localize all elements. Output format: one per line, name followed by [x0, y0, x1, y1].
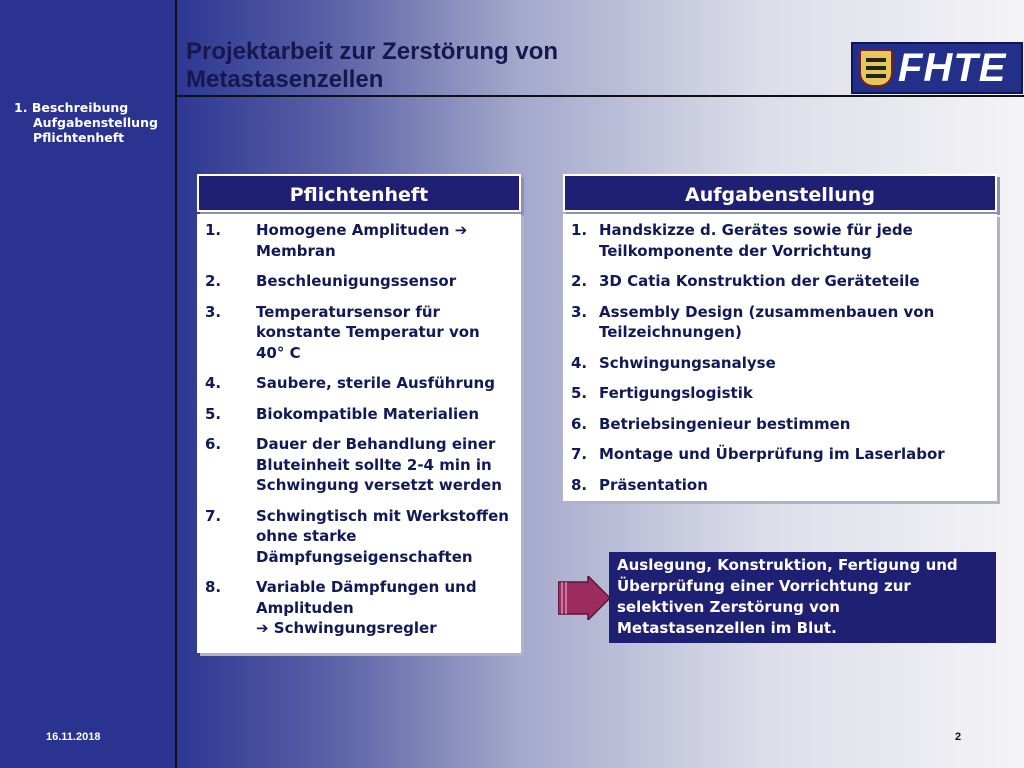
nav-item-beschreibung[interactable] [14, 100, 158, 115]
section-nav [14, 100, 158, 145]
item-number: 7. [205, 506, 222, 525]
item-text: Assembly Design (zusammenbauen von Teilzeichnungen) [599, 302, 935, 341]
item-text: Montage und Überprüfung im Laserlabor [599, 445, 945, 463]
pflichtenheft-list [197, 214, 521, 653]
item-text: Fertigungslogistik [599, 384, 753, 402]
item-number: 8. [205, 578, 222, 596]
nav-label-beschreibung: Beschreibung [31, 100, 129, 115]
item-text: Homogene Amplituden ➔ Membran [256, 221, 468, 260]
coat-of-arms-icon [859, 49, 893, 87]
item-number: 2. [205, 272, 222, 290]
list-item [205, 506, 513, 568]
page-title [186, 38, 558, 94]
logo-text: FHTE [898, 46, 1007, 90]
vertical-divider [175, 0, 177, 768]
nav-item-pflichtenheft[interactable]: Pflichtenheft [33, 130, 125, 145]
item-text: 3D Catia Konstruktion der Geräteteile [599, 272, 920, 290]
pflichtenheft-title: Pflichtenheft [197, 174, 521, 212]
pflichtenheft-panel [197, 174, 521, 653]
list-item [571, 271, 991, 292]
item-text: Handskizze d. Gerätes sowie für jede Teilkomponente der Vorrichtung [599, 221, 913, 260]
item-text: Schwingtisch mit Werkstoffen ohne starke Dämpfungseigenschaften [256, 506, 509, 566]
title-line-2: Metastasenzellen [186, 66, 384, 93]
list-item [571, 383, 991, 404]
list-item [205, 373, 513, 394]
item-number: 5. [205, 404, 222, 423]
item-text: Beschleunigungssensor [256, 272, 457, 290]
header-underline [177, 95, 1024, 97]
list-item [571, 414, 991, 435]
item-text-line: Variable Dämpfungen und Amplituden [256, 578, 477, 617]
item-number: 5. [571, 384, 588, 402]
page-number: 2 [955, 731, 962, 743]
item-number: 6. [205, 435, 222, 453]
item-number: 1. [205, 221, 222, 239]
aufgabenstellung-panel [563, 174, 997, 501]
item-number: 1. [571, 221, 588, 239]
arrow-right-icon [558, 576, 610, 620]
list-item [205, 302, 513, 364]
item-number: 3. [205, 302, 222, 321]
item-number: 4. [571, 353, 588, 372]
item-text: Schwingungsanalyse [599, 353, 776, 372]
list-item [205, 271, 513, 292]
list-item [571, 353, 991, 374]
title-line-1: Projektarbeit zur Zerstörung von [186, 38, 559, 65]
item-number: 8. [571, 475, 588, 494]
list-item [205, 434, 513, 496]
list-item [205, 220, 513, 261]
item-number: 2. [571, 272, 588, 290]
item-text-line: ➔ Schwingungsregler [256, 619, 437, 637]
item-text: Präsentation [599, 475, 708, 494]
list-item [205, 404, 513, 425]
item-number: 3. [571, 302, 588, 321]
item-text: Saubere, sterile Ausführung [256, 374, 495, 392]
aufgabenstellung-title: Aufgabenstellung [563, 174, 997, 212]
aufgabenstellung-list [563, 214, 997, 501]
nav-item-aufgabenstellung[interactable]: Aufgabenstellung [33, 115, 158, 130]
list-item [571, 475, 991, 496]
item-number: 7. [571, 445, 588, 463]
footer-date: 16.11.2018 [46, 731, 101, 743]
item-number: 6. [571, 414, 588, 433]
summary-box: Auslegung, Konstruktion, Fertigung und Überprüfung einer Vorrichtung zur selektiven Zerstörung von Metastasenzellen im Blut. [609, 552, 996, 643]
item-text: Biokompatible Materialien [256, 404, 480, 423]
list-item [571, 302, 991, 343]
item-text: Betriebsingenieur bestimmen [599, 414, 851, 433]
nav-number: 1. [14, 100, 28, 115]
list-item [571, 444, 991, 465]
list-item [205, 577, 513, 639]
item-number: 4. [205, 374, 222, 392]
list-item [571, 220, 991, 261]
item-text: Temperatursensor für konstante Temperatur von 40° C [256, 302, 480, 362]
item-text: Dauer der Behandlung einer Bluteinheit sollte 2-4 min in Schwingung versetzt werden [256, 435, 502, 494]
item-text [256, 577, 513, 639]
fhte-logo [851, 42, 1023, 94]
